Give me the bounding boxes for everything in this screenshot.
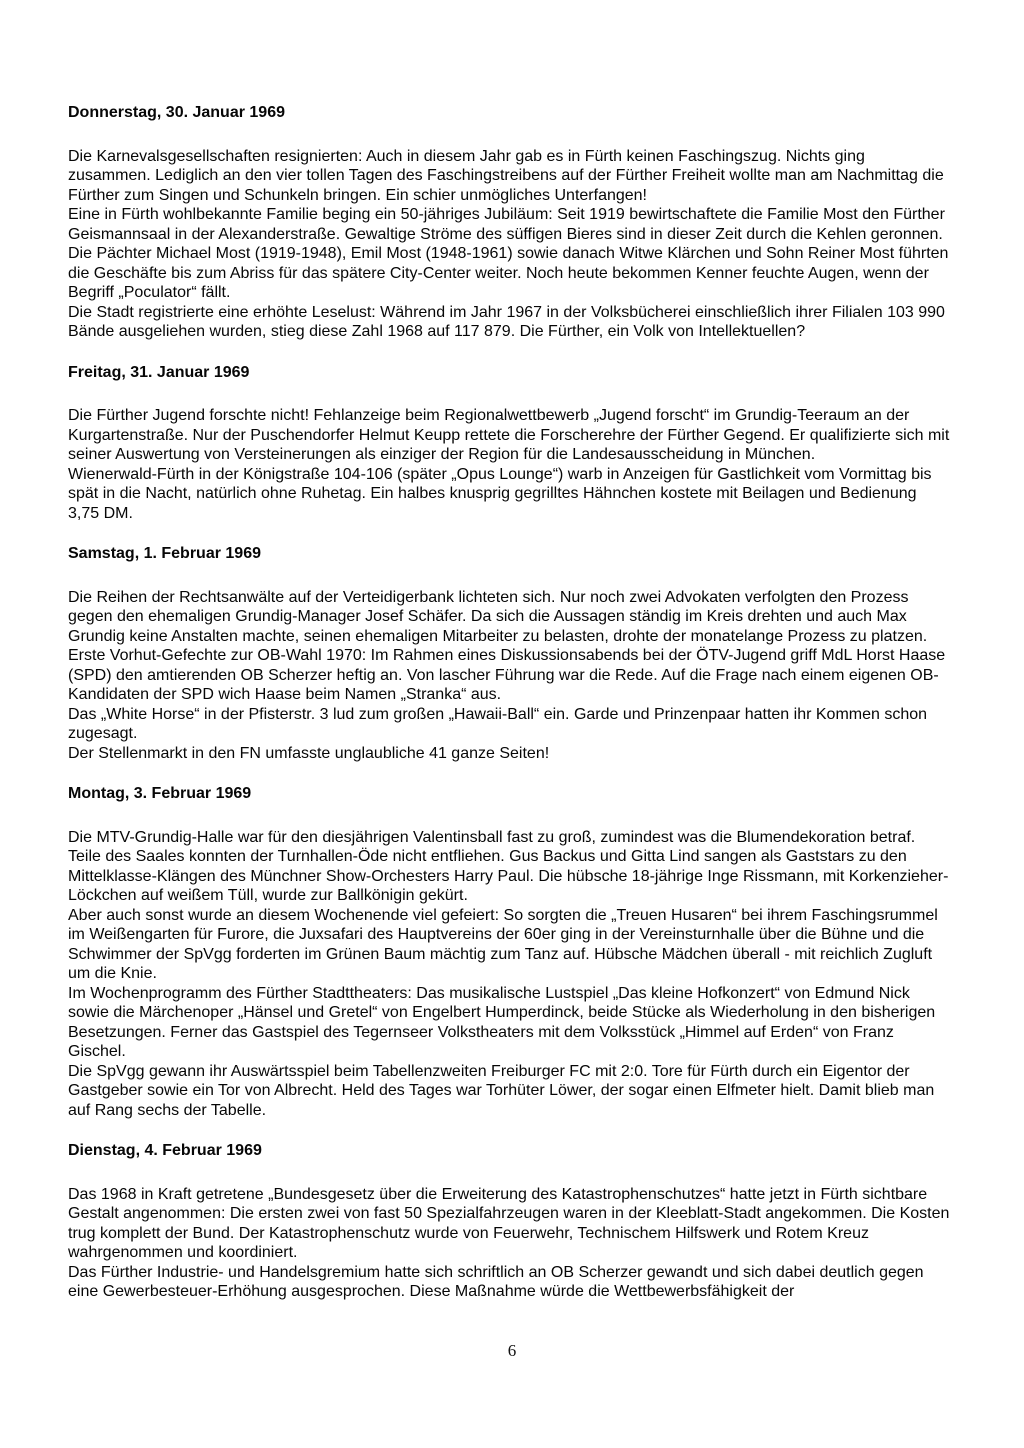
section-body: [68, 588, 950, 764]
section-heading: Samstag, 1. Februar 1969: [68, 545, 261, 562]
section-heading: Dienstag, 4. Februar 1969: [68, 1142, 262, 1159]
section-heading: Montag, 3. Februar 1969: [68, 785, 252, 802]
section-samstag-1-februar-1969: [68, 544, 950, 763]
entry-paragraph: Die SpVgg gewann ihr Auswärtsspiel beim Tabellenzweiten Freiburger FC mit 2:0. Tore für Fürth durch ein Eigentor der Gastgeber sowie ein Tor von Albrecht. Held des Tages war Torhüter Löwer, der sogar einen Elfmeter hielt. Damit blieb man auf Rang sechs der Tabelle.: [68, 1062, 935, 1119]
entry-paragraph: Eine in Fürth wohlbekannte Familie beging ein 50-jähriges Jubiläum: Seit 1919 bewirtschaftete die Familie Most den Fürther Geismannsaal in der Alexanderstraße. Gewaltige Ströme des süffigen Bieres sind in dieser Zeit durch die Kehlen geronnen. Die Pächter Michael Most (1919-1948), Emil Most (1948-1961) sowie danach Witwe Klärchen und Sohn Reiner Most führten die Geschäfte bis zum Abriss für das spätere City-Center weiter. Noch heute bekommen Kenner feuchte Augen, wenn der Begriff „Poculator“ fällt.: [68, 206, 949, 301]
page-number: 6: [507, 1341, 517, 1360]
entry-paragraph: Der Stellenmarkt in den FN umfasste unglaubliche 41 ganze Seiten!: [68, 744, 550, 762]
section-heading: Freitag, 31. Januar 1969: [68, 363, 250, 381]
entry-paragraph: Die Reihen der Rechtsanwälte auf der Verteidigerbank lichteten sich. Nur noch zwei Advokaten verfolgten den Prozess gegen den ehemaligen Grundig-Manager Josef Schäfer. Da sich die Aussagen ständig im Kreis drehten und auch Max Grundig keine Anstalten machte, seinen ehemaligen Mitarbeiter zu belasten, drohte der monatelange Prozess zu platzen.: [68, 588, 928, 645]
entry-paragraph: Das Fürther Industrie- und Handelsgremium hatte sich schriftlich an OB Scherzer gewandt und sich dabei deutlich gegen eine Gewerbesteuer-Erhöhung ausgesprochen. Diese Maßnahme würde die Wettbewerbsfähigkeit der: [68, 1263, 924, 1300]
entry-paragraph: Erste Vorhut-Gefechte zur OB-Wahl 1970: Im Rahmen eines Diskussionsabends bei der ÖTV-Jugend griff MdL Horst Haase (SPD) den amtierenden OB Scherzer heftig an. Von lascher Führung war die Rede. Auf die Frage nach einem eigenen OB-Kandidaten der SPD wich Haase beim Namen „Stranka“ aus.: [68, 647, 946, 703]
entry-paragraph: Das 1968 in Kraft getretene „Bundesgesetz über die Erweiterung des Katastrophenschutzes“ hatte jetzt in Fürth sichtbare Gestalt angenommen: Die ersten zwei von fast 50 Spezialfahrzeugen waren in der Kleeblatt-Stadt angekommen. Die Kosten trug komplett der Bund. Der Katastrophenschutz wurde von Feuerwehr, Technischem Hilfswerk und Rotem Kreuz wahrgenommen und koordiniert.: [68, 1185, 950, 1261]
section-freitag-31-januar-1969: [68, 363, 950, 524]
document-content: [68, 103, 950, 1302]
section-body: [68, 1185, 950, 1302]
entry-paragraph: Die Karnevalsgesellschaften resignierten: Auch in diesem Jahr gab es in Fürth keinen Faschingszug. Nichts ging zusammen. Lediglich an den vier tollen Tagen des Faschingstreibens auf der Fürther Freiheit wollte man am Nachmittag die Fürther zum Singen und Schunkeln bringen. Ein schier unmögliches Unterfangen!: [68, 147, 944, 204]
entry-paragraph: Die Stadt registrierte eine erhöhte Leselust: Während im Jahr 1967 in der Volksbücherei einschließlich ihrer Filialen 103 990 Bände ausgeliehen wurden, stieg diese Zahl 1968 auf 117 879. Die Fürther, ein Volk von Intellektuellen?: [68, 303, 945, 340]
section-dienstag-4-februar-1969: [68, 1141, 950, 1302]
entry-paragraph: Die MTV-Grundig-Halle war für den diesjährigen Valentinsball fast zu groß, zumindest was die Blumendekoration betraf. Teile des Saales konnten der Turnhallen-Öde nicht entfliehen. Gus Backus und Gitta Lind sangen als Gaststars zu den Mittelklasse-Klängen des Münchner Show-Orchesters Harry Paul. Die hübsche 18-jährige Inge Rissmann, mit Korkenzieher-Löckchen auf weißem Tüll, wurde zur Ballkönigin gekürt.: [68, 828, 949, 904]
section-montag-3-februar-1969: [68, 784, 950, 1120]
section-body: [68, 147, 950, 342]
entry-paragraph: Aber auch sonst wurde an diesem Wochenende viel gefeiert: So sorgten die „Treuen Husaren“ bei ihrem Faschingsrummel im Weißengarten für Furore, die Juxsafari des Hauptvereins der 60er ging in der Vereinsturnhalle über die Bühne und die Schwimmer der SpVgg forderten im Grünen Baum mächtig zum Tanz auf. Hübsche Mädchen überall - mit reichlich Zugluft um die Knie.: [68, 906, 938, 982]
section-body: [68, 406, 950, 523]
entry-paragraph: Wienerwald-Fürth in der Königstraße 104-106 (später „Opus Lounge“) warb in Anzeigen für Gastlichkeit vom Vormittag bis spät in die Nacht, natürlich ohne Ruhetag. Ein halbes knusprig gegrilltes Hähnchen kostete mit Beilagen und Bedienung 3,75 DM.: [68, 465, 932, 522]
entry-paragraph: Im Wochenprogramm des Fürther Stadttheaters: Das musikalische Lustspiel „Das kleine Hofkonzert“ von Edmund Nick sowie die Märchenoper „Hänsel und Gretel“ von Engelbert Humperdinck, beide Stücke als Wiederholung in den bisherigen Besetzungen. Ferner das Gastspiel des Tegernseer Volkstheaters mit dem Volksstück „Himmel auf Erden“ von Franz Gischel.: [68, 984, 936, 1060]
entry-paragraph: Die Fürther Jugend forschte nicht! Fehlanzeige beim Regionalwettbewerb „Jugend forscht“ im Grundig-Teeraum an der Kurgartenstraße. Nur der Puschendorfer Helmut Keupp rettete die Forscherehre der Fürther Gegend. Er qualifizierte sich mit seiner Auswertung von Versteinerungen als einziger der Region für die Landesausscheidung in München.: [68, 407, 950, 463]
entry-paragraph: Das „White Horse“ in der Pfisterstr. 3 lud zum großen „Hawaii-Ball“ ein. Garde und Prinzenpaar hatten ihr Kommen schon zugesagt.: [68, 705, 928, 742]
section-heading: Donnerstag, 30. Januar 1969: [68, 104, 285, 121]
section-body: [68, 828, 950, 1121]
section-donnerstag-30-januar-1969: [68, 103, 950, 342]
